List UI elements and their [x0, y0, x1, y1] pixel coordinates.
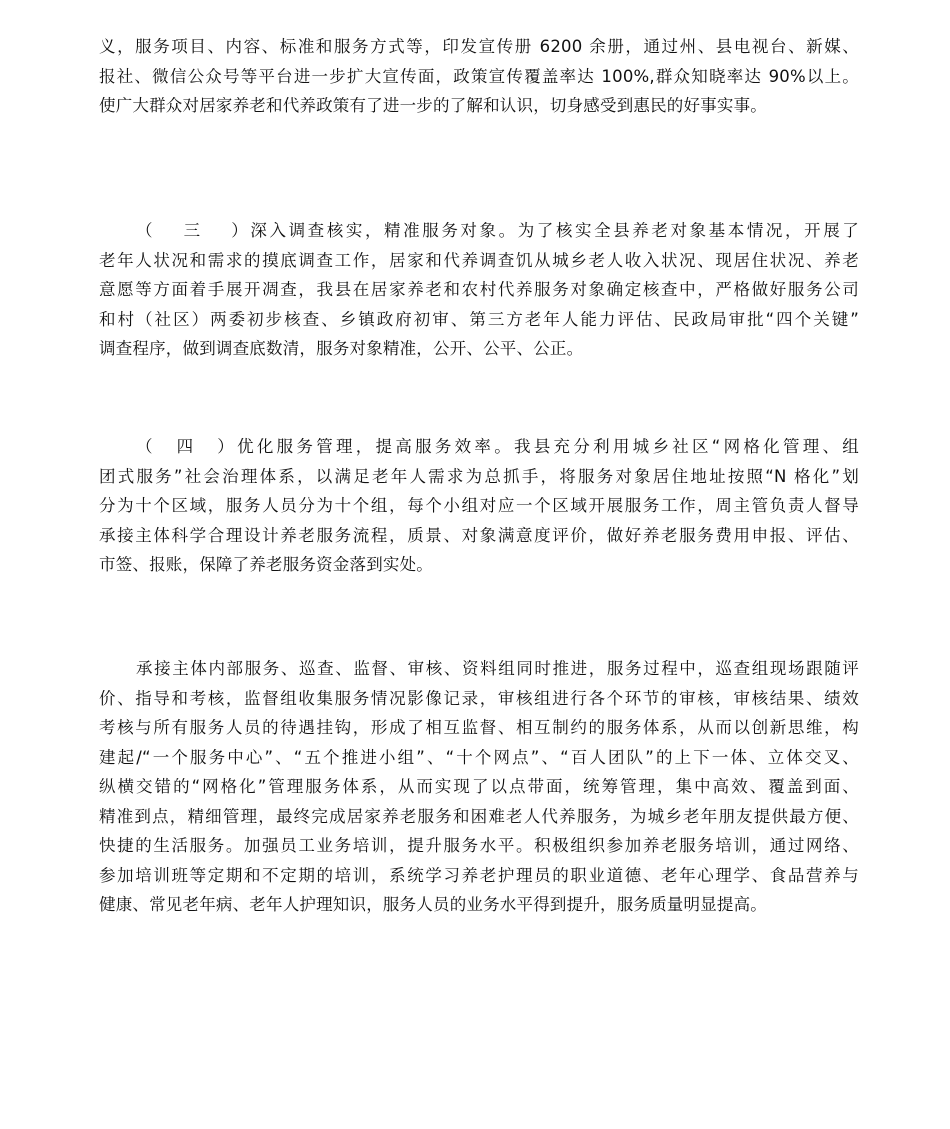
section-heading-text: 深入调查核实，精准服务对象。为了核实全县养老对象基本情况，开展了	[248, 221, 859, 240]
text-line: 建起/“一个服务中心”、“五个推进小组”、“十个网点”、“百人团队”的上下一体、立体交叉、	[99, 747, 859, 767]
paragraph-service-system	[99, 654, 859, 920]
text-line: 老年人状况和需求的摸底调查工作，居家和代养调查饥从城乡老人收入状况、现居住状况、养老	[99, 250, 859, 270]
paragraph-section-3	[99, 216, 859, 364]
section-number: （四）	[136, 437, 234, 456]
text-line: 和村（社区）两委初步核查、乡镇政府初审、第三方老年人能力评估、民政局审批“四个关键”	[99, 309, 859, 329]
text-line: 精准到点，精细管理，最终完成居家养老服务和困难老人代养服务，为城乡老年朋友提供最方便、	[99, 806, 859, 826]
section-heading-line	[99, 216, 859, 246]
text-line: 承接主体内部服务、巡查、监督、审核、资料组同时推进，服务过程中，巡查组现场跟随评	[136, 659, 859, 678]
text-line: 义，服务项目、内容、标准和服务方式等，印发宣传册 6200 余册，通过州、县电视台、新媒、	[99, 37, 859, 56]
paragraph-section-4	[99, 432, 859, 580]
text-line: 调查程序，做到调查底数清，服务对象精准，公开、公平、公正。	[99, 339, 584, 358]
text-line: 市签、报账，保障了养老服务资金落到实处。	[99, 555, 433, 574]
paragraph-publicity	[99, 32, 859, 121]
section-heading-line	[99, 432, 859, 462]
section-number: （三）	[136, 221, 248, 240]
text-line: 报社、微信公众号等平台进一步扩大宣传面，政策宣传覆盖率达 100%,群众知晓率达 90%以上。	[99, 66, 859, 86]
text-line: 健康、常见老年病、老年人护理知识，服务人员的业务水平得到提升，服务质量明显提高。	[99, 895, 767, 914]
text-line: 分为十个区域，服务人员分为十个组，每个小组对应一个区域开展服务工作，周主管负责人督导	[99, 496, 859, 515]
text-line: 意愿等方面着手展开凋查，我县在居家养老和农村代养服务对象确定核查中，严格做好服务公司	[99, 280, 859, 299]
text-line: 价、指导和考核，监督组收集服务情况影像记录，审核组进行各个环节的审核，审核结果、绩效	[99, 688, 859, 708]
text-line: 使广大群众对居家养老和代养政策有了进一步的了解和认识，切身感受到惠民的好事实事。	[99, 96, 767, 115]
text-line: 纵横交错的“网格化”管理服务体系，从而实现了以点带面，统筹管理，集中高效、覆盖到面、	[99, 777, 859, 796]
text-line: 参加培训班等定期和不定期的培训，系统学习养老护理员的职业道德、老年心理学、食品营养与	[99, 865, 859, 885]
text-line: 考核与所有服务人员的待遇挂钩，形成了相互监督、相互制约的服务体系，从而以创新思维，构	[99, 718, 859, 737]
text-line: 团式服务”社会治理体系，以满足老年人需求为总抓手，将服务对象居住地址按照“N 格化”划	[99, 466, 859, 486]
text-line: 承接主体科学合理设计养老服务流程，质景、对象满意度评价，做好养老服务费用申报、评估、	[99, 525, 859, 545]
text-line: 快捷的生活服务。加强员工业务培训，提升服务水平。积极组织参加养老服务培训，通过网络、	[99, 836, 859, 855]
section-heading-text: 优化服务管理，提高服务效率。我县充分利用城乡社区“网格化管理、组	[234, 437, 859, 456]
